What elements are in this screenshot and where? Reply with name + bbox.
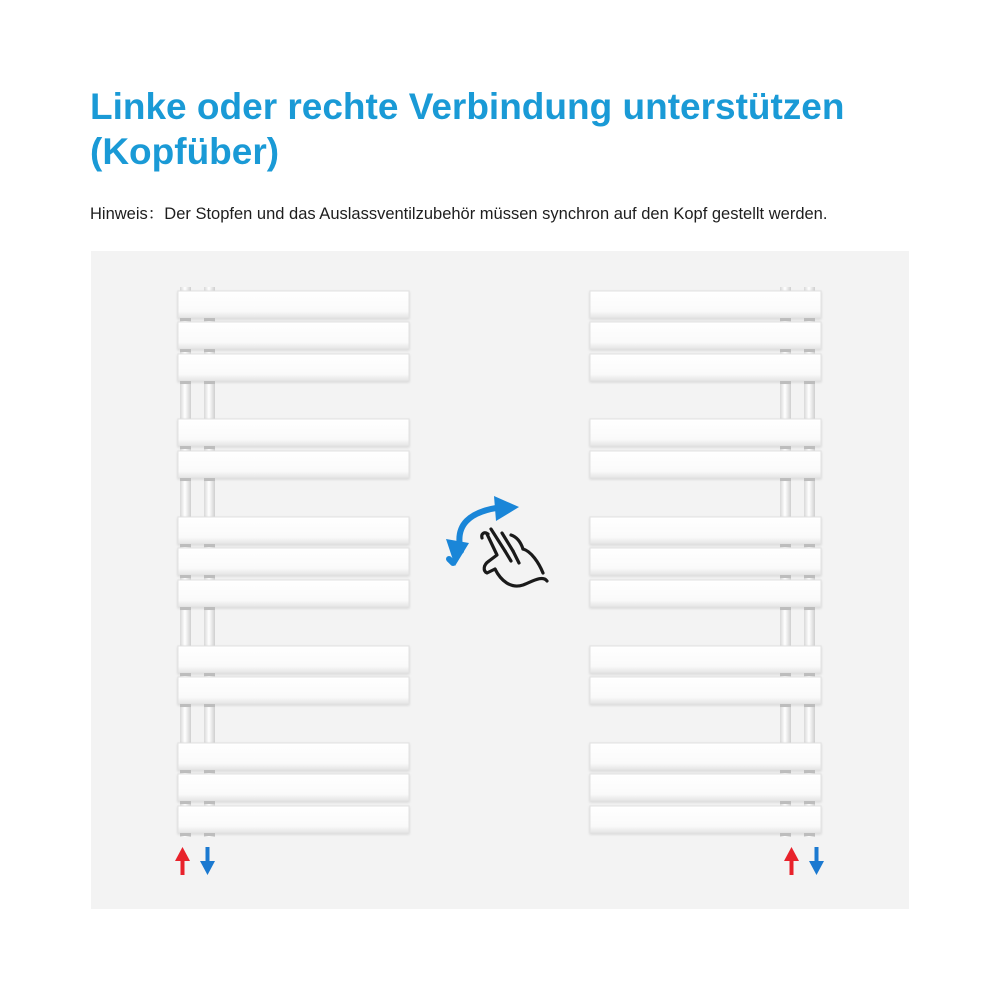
radiator-left	[178, 287, 409, 837]
radiator-bar	[590, 646, 821, 673]
radiator-bar	[178, 743, 409, 770]
radiator-bar	[590, 580, 821, 607]
bar-connector	[180, 801, 191, 804]
radiator-bar	[590, 419, 821, 446]
bar-connector	[180, 478, 191, 481]
bar-connector	[204, 446, 215, 449]
bar-connector	[804, 446, 815, 449]
bar-connector	[780, 770, 791, 773]
bar-connector	[180, 673, 191, 676]
bar-connector	[780, 575, 791, 578]
radiator-bar	[590, 548, 821, 575]
radiator-bar	[178, 646, 409, 673]
red-up-arrow-icon	[175, 847, 190, 875]
radiator-bar	[178, 548, 409, 575]
bar-connector	[204, 704, 215, 707]
bar-connector	[180, 607, 191, 610]
radiator-bar	[590, 806, 821, 833]
radiator-bar	[178, 774, 409, 801]
radiator-bar	[178, 580, 409, 607]
radiator-bar	[590, 322, 821, 349]
bar-connector	[204, 673, 215, 676]
bar-connector	[780, 349, 791, 352]
radiator-right	[590, 287, 821, 837]
bar-connector	[180, 575, 191, 578]
bar-connector	[780, 704, 791, 707]
radiator-bar	[178, 322, 409, 349]
bar-connector	[180, 833, 191, 836]
radiator-bar	[590, 291, 821, 318]
bar-connector	[780, 833, 791, 836]
bar-connector	[180, 318, 191, 321]
radiator-bar	[590, 677, 821, 704]
bar-connector	[804, 801, 815, 804]
note-label: Hinweis：	[90, 205, 165, 223]
bar-connector	[780, 446, 791, 449]
bar-connector	[204, 349, 215, 352]
bar-connector	[204, 318, 215, 321]
note-body: Der Stopfen und das Auslassventilzubehör müssen synchron auf den Kopf gestellt werden.	[164, 205, 828, 223]
radiator-bar	[590, 517, 821, 544]
bar-connector	[780, 381, 791, 384]
left-connection-arrows	[175, 847, 215, 875]
blue-down-arrow-icon	[809, 847, 824, 875]
bar-connector	[804, 833, 815, 836]
bar-connector	[804, 544, 815, 547]
bar-connector	[204, 478, 215, 481]
bar-connector	[180, 544, 191, 547]
bar-connector	[204, 607, 215, 610]
radiator-bar	[178, 419, 409, 446]
bar-connector	[204, 770, 215, 773]
bar-connector	[204, 833, 215, 836]
bar-connector	[180, 349, 191, 352]
radiator-bar	[178, 354, 409, 381]
blue-down-arrow-icon	[200, 847, 215, 875]
radiator-bar	[178, 451, 409, 478]
radiator-bar	[590, 451, 821, 478]
bar-connector	[780, 801, 791, 804]
bar-connector	[204, 381, 215, 384]
note-text	[90, 200, 970, 224]
pointing-hand-icon	[482, 529, 547, 586]
bar-connector	[180, 381, 191, 384]
bar-connector	[180, 770, 191, 773]
radiator-bar	[178, 677, 409, 704]
bar-connector	[804, 478, 815, 481]
radiator-bar	[178, 517, 409, 544]
radiator-bar	[178, 806, 409, 833]
bar-connector	[804, 607, 815, 610]
bar-connector	[780, 673, 791, 676]
bar-connector	[180, 704, 191, 707]
bar-connector	[180, 446, 191, 449]
bar-connector	[804, 318, 815, 321]
red-up-arrow-icon	[784, 847, 799, 875]
bar-connector	[804, 704, 815, 707]
bar-connector	[780, 607, 791, 610]
illustration	[91, 251, 909, 909]
bar-connector	[780, 318, 791, 321]
radiator-bar	[590, 354, 821, 381]
bar-connector	[780, 544, 791, 547]
radiator-bar	[590, 774, 821, 801]
bar-connector	[204, 575, 215, 578]
bar-connector	[804, 673, 815, 676]
radiator-bar	[590, 743, 821, 770]
page-title	[90, 84, 950, 174]
page-title-line-1: Linke oder rechte Verbindung unterstützen	[90, 86, 845, 127]
bar-connector	[204, 544, 215, 547]
bar-connector	[804, 575, 815, 578]
right-connection-arrows	[784, 847, 824, 875]
bar-connector	[780, 478, 791, 481]
radiator-bar	[178, 291, 409, 318]
page-title-line-2: (Kopfüber)	[90, 131, 280, 172]
bar-connector	[204, 801, 215, 804]
bar-connector	[804, 770, 815, 773]
bar-connector	[804, 381, 815, 384]
bar-connector	[804, 349, 815, 352]
